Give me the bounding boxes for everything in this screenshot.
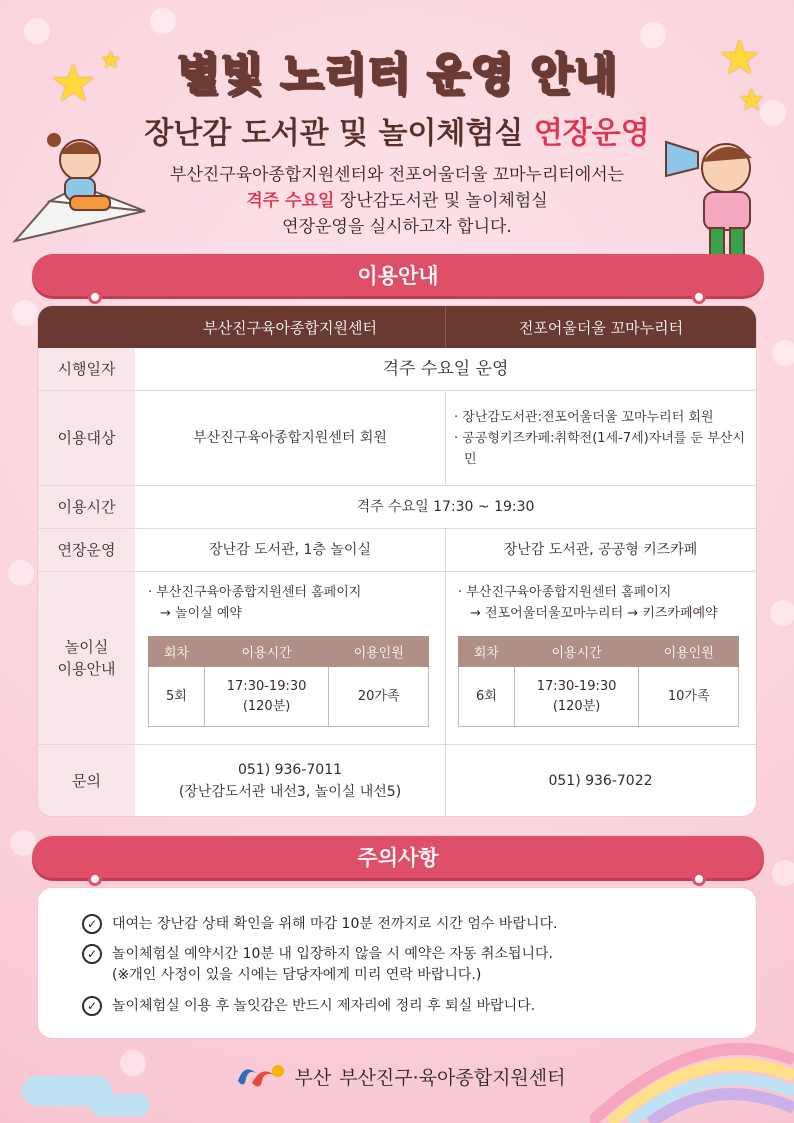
- check-circle-icon: ✓: [82, 996, 102, 1016]
- star-icon: ★: [718, 30, 762, 86]
- intro-text: 부산진구육아종합지원센터와 전포어울더울 꼬마누리터에서는 격주 수요일 장난감도서관 및 놀이체험실 연장운영을 실시하고자 합니다.: [169, 165, 625, 237]
- rainbow-decoration: [590, 1030, 794, 1123]
- cloud-decoration: [90, 1094, 150, 1116]
- col-header-center: 부산진구육아종합지원센터: [203, 318, 377, 337]
- usage-table: [38, 306, 756, 816]
- extend-kids: 장난감 도서관, 공공형 키즈카페: [503, 542, 698, 558]
- banner-dot: [692, 872, 706, 886]
- playroom-center-instructions: · 부산진구육아종합지원센터 홈페이지 → 놀이실 예약: [148, 585, 362, 621]
- row-label-playroom: 놀이실 이용안내: [38, 572, 135, 744]
- table-header: [38, 306, 756, 348]
- table-row: 6회 17:30-19:30 (120분) 10가족: [459, 667, 739, 727]
- extend-center: 장난감 도서관, 1층 놀이실: [209, 542, 371, 558]
- target-kids: [454, 391, 750, 485]
- schedule-table-center: 회차 이용시간 이용인원 5회 17:30-19:30 (120분) 20가족: [148, 636, 429, 727]
- row-label-target: 이용대상: [38, 391, 135, 485]
- banner-dot: [88, 290, 102, 304]
- banner-dot: [88, 872, 102, 886]
- date-value: 격주 수요일 운영: [382, 359, 509, 379]
- banner-dot: [692, 290, 706, 304]
- contact-kids: 051) 936-7022: [548, 772, 653, 789]
- list-item: ✓ 대여는 장난감 상태 확인을 위해 마감 10분 전까지로 시간 엄수 바랍니다.: [82, 914, 557, 935]
- list-item: ✓ 놀이체험실 이용 후 놀잇감은 반드시 제자리에 정리 후 퇴실 바랍니다.: [82, 996, 535, 1017]
- check-circle-icon: ✓: [82, 914, 102, 934]
- playroom-kids-instructions: · 부산진구육아종합지원센터 홈페이지 → 전포어울더울꼬마누리터 → 키즈카페예약: [458, 585, 718, 621]
- time-value: 격주 수요일 17:30 ~ 19:30: [356, 499, 535, 515]
- notice-banner: 주의사항: [32, 836, 764, 878]
- target-center: 부산진구육아종합지원센터 회원: [193, 430, 387, 446]
- contact-center: 051) 936-7011 (장난감도서관 내선3, 놀이실 내선5): [178, 761, 402, 800]
- page-title: 별빛 노리터 운영 안내: [176, 49, 618, 100]
- list-item: · 공공형키즈카페:취학전(1세-7세)자녀를 둔 부산시민: [454, 430, 745, 467]
- star-icon: ★: [100, 46, 122, 74]
- list-item: · 장난감도서관:전포어울더울 꼬마누리터 회원: [454, 409, 714, 425]
- row-label-time: 이용시간: [38, 486, 135, 528]
- busan-logo-icon: [234, 1061, 286, 1091]
- notice-box: [38, 888, 756, 1038]
- col-header-kids: 전포어울더울 꼬마누리터: [445, 306, 756, 348]
- row-label-extend: 연장운영: [38, 529, 135, 571]
- footer-brand: 부산: [294, 1066, 332, 1089]
- page-subtitle: 장난감 도서관 및 놀이체험실 연장운영: [144, 116, 650, 151]
- footer-logo: [220, 1059, 580, 1093]
- usage-banner: 이용안내: [32, 254, 764, 296]
- schedule-table-kids: 회차 이용시간 이용인원 6회 17:30-19:30 (120분) 10가족: [458, 636, 739, 727]
- footer-org: 부산진구·육아종합지원센터: [339, 1066, 566, 1089]
- star-icon: ★: [738, 83, 765, 118]
- row-label-date: 시행일자: [38, 348, 135, 390]
- table-row: 5회 17:30-19:30 (120분) 20가족: [149, 667, 429, 727]
- star-icon: ★: [50, 54, 97, 114]
- row-label-contact: 문의: [38, 745, 135, 816]
- check-circle-icon: ✓: [82, 944, 102, 964]
- list-item: ✓ 놀이체험실 예약시간 10분 내 입장하지 않을 시 예약은 자동 취소됩니다. (※개인 사정이 있을 시에는 담당자에게 미리 연락 바랍니다.): [82, 944, 553, 986]
